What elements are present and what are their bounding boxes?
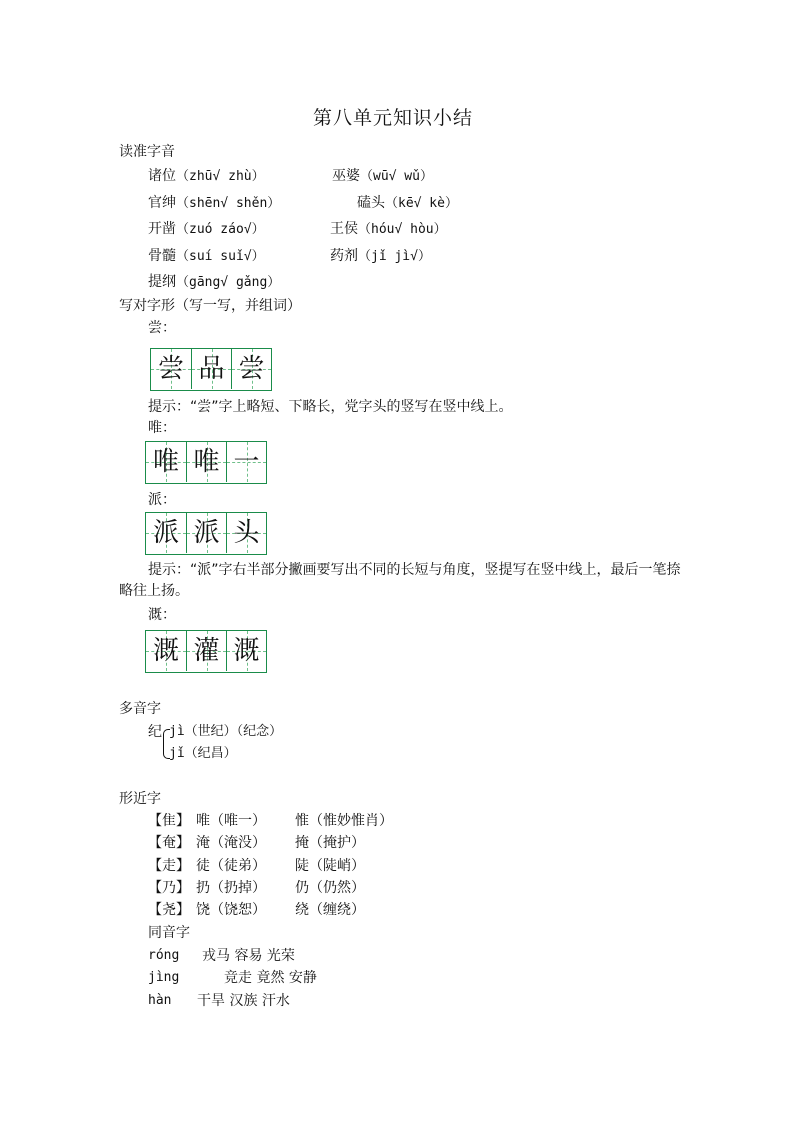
section-heading-pronunciation: 读准字音	[119, 144, 175, 160]
similar-tag: 【隹】	[148, 813, 190, 829]
pronunciation-item: 诸位（zhū√ zhù）	[148, 168, 265, 184]
polyphone-char: 纪	[148, 724, 162, 740]
grid-cell: 派	[146, 513, 186, 553]
writing-grid	[145, 441, 267, 484]
section-heading-homophone: 同音字	[148, 925, 190, 941]
pronunciation-item: 巫婆（wū√ wǔ）	[332, 168, 433, 184]
similar-tag: 【奄】	[148, 835, 190, 851]
grid-cell: 溉	[146, 631, 186, 671]
writing-tip: 提示：“派”字右半部分撇画要写出不同的长短与角度，竖提写在竖中线上，最后一笔捺	[148, 562, 681, 578]
grid-cell: 尝	[151, 349, 191, 389]
homophone-words: 竞走 竟然 安静	[224, 970, 317, 986]
pronunciation-item: 王侯（hóu√ hòu）	[330, 221, 447, 237]
similar-word: 唯（唯一）	[196, 813, 266, 829]
writing-grid	[145, 512, 267, 555]
char-label: 溉：	[148, 607, 176, 623]
section-heading-polyphone: 多音字	[119, 701, 161, 717]
pronunciation-item: 提纲（gāng√ gǎng）	[148, 274, 281, 290]
similar-word: 饶（饶恕）	[196, 902, 266, 918]
grid-cell: 一	[226, 442, 266, 482]
grid-cell: 品	[191, 349, 231, 389]
grid-cell: 尝	[231, 349, 271, 389]
pronunciation-item: 官绅（shēn√ shěn）	[148, 195, 281, 211]
similar-word: 惟（惟妙惟肖）	[295, 813, 393, 829]
pronunciation-item: 开凿（zuó záo√）	[148, 221, 265, 237]
similar-word: 陡（陡峭）	[295, 858, 365, 874]
polyphone-reading: jì（世纪）（纪念）	[169, 724, 283, 739]
page-title: 第八单元知识小结	[313, 107, 474, 129]
grid-cell: 唯	[186, 442, 226, 482]
char-label: 唯：	[148, 420, 176, 436]
grid-cell: 灌	[186, 631, 226, 671]
char-label: 派：	[148, 492, 176, 508]
pronunciation-item: 药剂（jǐ jì√）	[330, 248, 431, 264]
section-heading-similar: 形近字	[119, 791, 161, 807]
grid-cell: 派	[186, 513, 226, 553]
homophone-pinyin: róng	[148, 948, 180, 963]
pronunciation-item: 骨髓（suí suǐ√）	[148, 248, 265, 264]
writing-grid	[150, 348, 272, 391]
similar-tag: 【走】	[148, 858, 190, 874]
char-label: 尝：	[148, 320, 176, 336]
homophone-words: 干旱 汉族 汗水	[197, 993, 290, 1009]
similar-word: 淹（淹没）	[196, 835, 266, 851]
writing-tip-cont: 略往上扬。	[119, 583, 189, 599]
writing-tip: 提示：“尝”字上略短、下略长，党字头的竖写在竖中线上。	[148, 399, 513, 415]
grid-cell: 溉	[226, 631, 266, 671]
section-heading-writing: 写对字形（写一写，并组词）	[119, 298, 301, 314]
similar-tag: 【尧】	[148, 902, 190, 918]
similar-word: 扔（扔掉）	[196, 880, 266, 896]
writing-grid	[145, 630, 267, 673]
grid-cell: 头	[226, 513, 266, 553]
polyphone-reading: jǐ（纪昌）	[169, 746, 237, 761]
homophone-pinyin: jìng	[148, 970, 180, 985]
grid-cell: 唯	[146, 442, 186, 482]
homophone-words: 戎马 容易 光荣	[202, 948, 295, 964]
pronunciation-item: 磕头（kē√ kè）	[357, 195, 458, 211]
similar-word: 徒（徒弟）	[196, 858, 266, 874]
similar-word: 绕（缠绕）	[295, 902, 365, 918]
similar-tag: 【乃】	[148, 880, 190, 896]
homophone-pinyin: hàn	[148, 993, 172, 1008]
similar-word: 掩（掩护）	[295, 835, 365, 851]
similar-word: 仍（仍然）	[295, 880, 365, 896]
